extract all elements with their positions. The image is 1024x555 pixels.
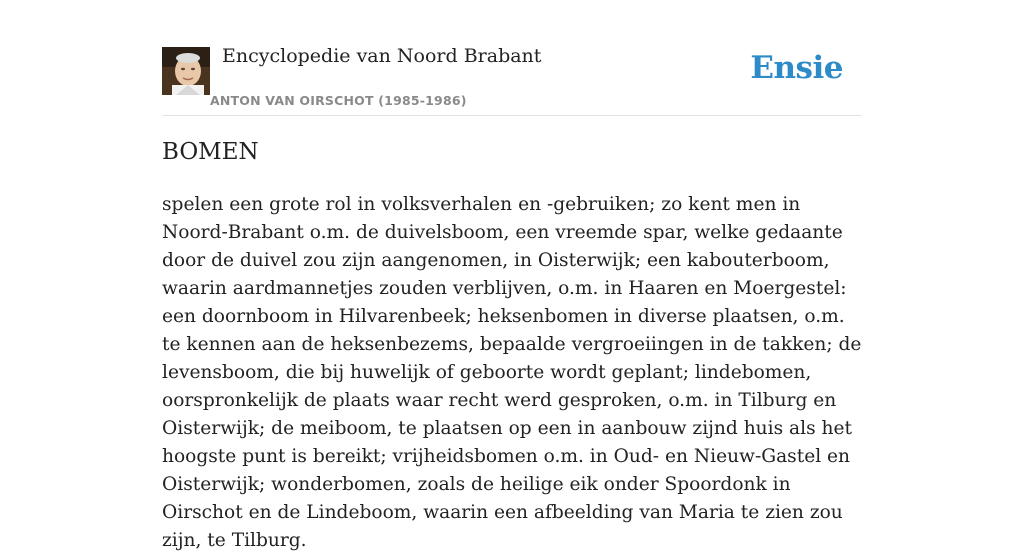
author-portrait-icon [162, 47, 210, 95]
author-name[interactable]: ANTON VAN OIRSCHOT (1985-1986) [210, 93, 467, 108]
entry-text: spelen een grote rol in volksverhalen en -gebruiken; zo kent men in Noord-Brabant o.m. de duivelsboom, een vreemde spar, welke gedaante door de duivel zou zijn aangenomen, in Oisterwijk; een kabouterboom, waarin aardmannetjes zouden verblijven, o.m. in Haaren en Moergestel: een doornboom in Hilvarenbeek; heksenbomen in diverse plaatsen, o.m. te kennen aan de heksenbezems, bepaalde vergroeiingen in de takken; de levensboom, die bij huwelijk of geboorte wordt geplant; lindebomen, oorspronkelijk de plaats waar recht werd gesproken, o.m. in Tilburg en Oisterwijk; de meiboom, te plaatsen op een in aanbouw zijnd huis als het hoogste punt is bereikt; vrijheidsbomen o.m. in Oud- en Nieuw-Gastel en Oisterwijk; wonderbomen, zoals de heilige eik onder Spoordonk in Oirschot en de Lindeboom, waarin een afbeelding van Maria te zien zou zijn, te Tilburg. [162, 194, 862, 551]
ensie-logo[interactable]: Ensie [750, 50, 843, 86]
book-title[interactable]: Encyclopedie van Noord Brabant [222, 45, 542, 67]
entry-headword: BOMEN [162, 139, 259, 165]
header [162, 0, 862, 116]
author-avatar [162, 47, 210, 95]
